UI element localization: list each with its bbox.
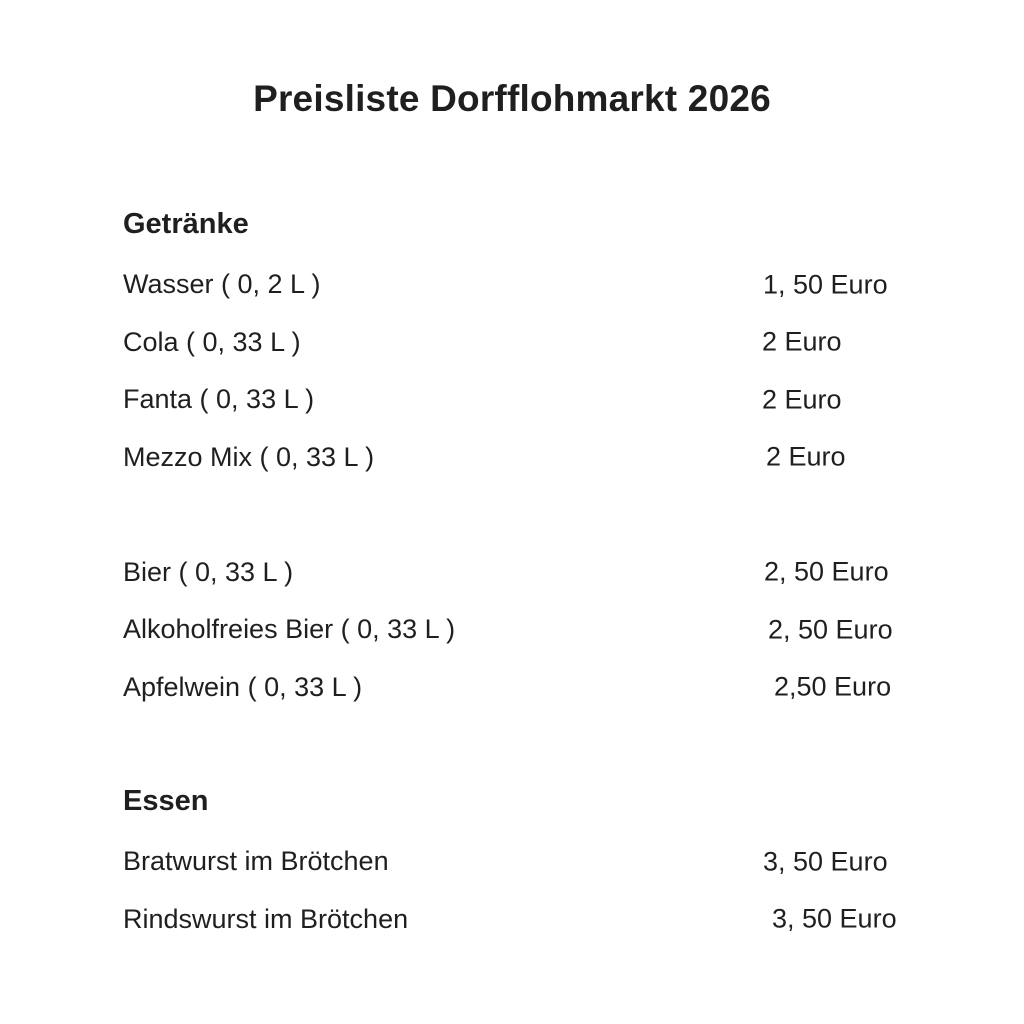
item-price: 3, 50 Euro xyxy=(763,846,888,877)
section-groups xyxy=(123,833,901,948)
item-price: 2,50 Euro xyxy=(774,671,892,702)
menu-section xyxy=(123,783,901,948)
menu-section xyxy=(123,206,901,716)
item-price: 2 Euro xyxy=(762,326,842,357)
item-label: Rindswurst im Brötchen xyxy=(123,903,409,934)
price-row xyxy=(123,429,901,487)
price-row xyxy=(123,833,901,891)
group-gap xyxy=(123,486,901,544)
item-price: 2, 50 Euro xyxy=(768,614,893,645)
item-label: Wasser ( 0, 2 L ) xyxy=(123,269,321,300)
price-row xyxy=(123,371,901,429)
price-row xyxy=(123,544,901,602)
section-groups xyxy=(123,256,901,716)
item-price: 1, 50 Euro xyxy=(763,269,888,300)
item-price: 3, 50 Euro xyxy=(772,903,897,934)
page-title: Preisliste Dorfflohmarkt 2026 xyxy=(253,78,771,119)
price-list xyxy=(0,206,1024,948)
price-row xyxy=(123,314,901,372)
item-price: 2 Euro xyxy=(762,384,842,415)
price-row xyxy=(123,659,901,717)
price-row xyxy=(123,891,901,949)
section-heading: Getränke xyxy=(123,208,249,240)
item-label: Fanta ( 0, 33 L ) xyxy=(123,384,315,415)
price-row xyxy=(123,256,901,314)
item-label: Bratwurst im Brötchen xyxy=(123,846,389,877)
price-row xyxy=(123,601,901,659)
item-label: Alkoholfreies Bier ( 0, 33 L ) xyxy=(123,614,456,645)
item-price: 2, 50 Euro xyxy=(764,556,889,587)
item-label: Mezzo Mix ( 0, 33 L ) xyxy=(123,441,375,472)
section-heading: Essen xyxy=(123,785,209,817)
item-label: Cola ( 0, 33 L ) xyxy=(123,326,301,357)
item-label: Apfelwein ( 0, 33 L ) xyxy=(123,671,363,702)
item-label: Bier ( 0, 33 L ) xyxy=(123,556,294,587)
item-price: 2 Euro xyxy=(766,441,846,472)
